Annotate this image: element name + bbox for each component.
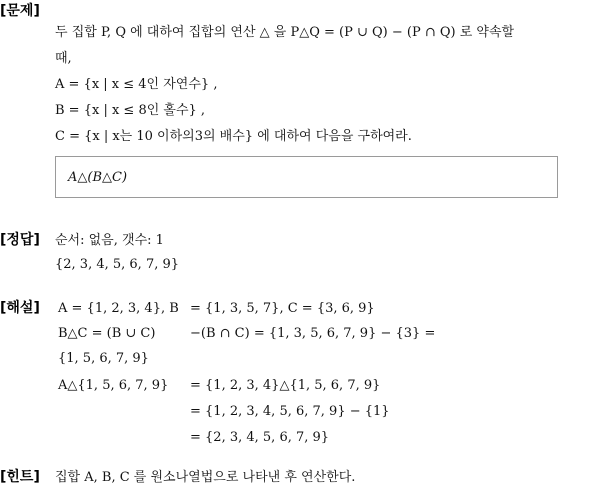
answer-label: [정답] bbox=[0, 232, 40, 248]
set-a-definition: A = {x | x ≤ 4인 자연수} , bbox=[55, 77, 218, 92]
solution-row-2-right: −(B ∩ C) = {1, 3, 5, 6, 7, 9} − {3} = bbox=[190, 326, 436, 341]
hint-label: [힌트] bbox=[0, 469, 40, 485]
solution-label: [해설] bbox=[0, 300, 40, 316]
hint-text: 집합 A, B, C 를 원소나열법으로 나타낸 후 연산한다. bbox=[55, 470, 356, 485]
solution-row-6-right: = {2, 3, 4, 5, 6, 7, 9} bbox=[190, 430, 330, 445]
answer-order-count: 순서: 없음, 갯수: 1 bbox=[55, 233, 164, 248]
question-box bbox=[55, 156, 558, 198]
answer-set: {2, 3, 4, 5, 6, 7, 9} bbox=[55, 257, 180, 272]
set-c-definition: C = {x | x는 10 이하의3의 배수} 에 대하여 다음을 구하여라. bbox=[55, 129, 412, 144]
set-b-definition: B = {x | x ≤ 8인 홀수} , bbox=[55, 103, 206, 118]
solution-row-5-right: = {1, 2, 3, 4, 5, 6, 7, 9} − {1} bbox=[190, 404, 390, 419]
solution-row-3: {1, 5, 6, 7, 9} bbox=[58, 351, 149, 366]
problem-line-2: 때, bbox=[55, 51, 72, 66]
problem-label: [문제] bbox=[0, 3, 40, 19]
solution-row-1-right: = {1, 3, 5, 7}, C = {3, 6, 9} bbox=[190, 301, 375, 316]
solution-row-1-left: A = {1, 2, 3, 4}, B bbox=[58, 301, 179, 316]
solution-row-4-left: A△{1, 5, 6, 7, 9} bbox=[58, 378, 169, 393]
question-expression: A△(B△C) bbox=[68, 170, 128, 185]
solution-row-2-left: B△C = (B ∪ C) bbox=[58, 326, 156, 341]
problem-line-1: 두 집합 P, Q 에 대하여 집합의 연산 △ 을 P△Q = (P ∪ Q) − (P ∩ Q) 로 약속할 bbox=[55, 25, 515, 40]
solution-row-4-right: = {1, 2, 3, 4}△{1, 5, 6, 7, 9} bbox=[190, 378, 381, 393]
